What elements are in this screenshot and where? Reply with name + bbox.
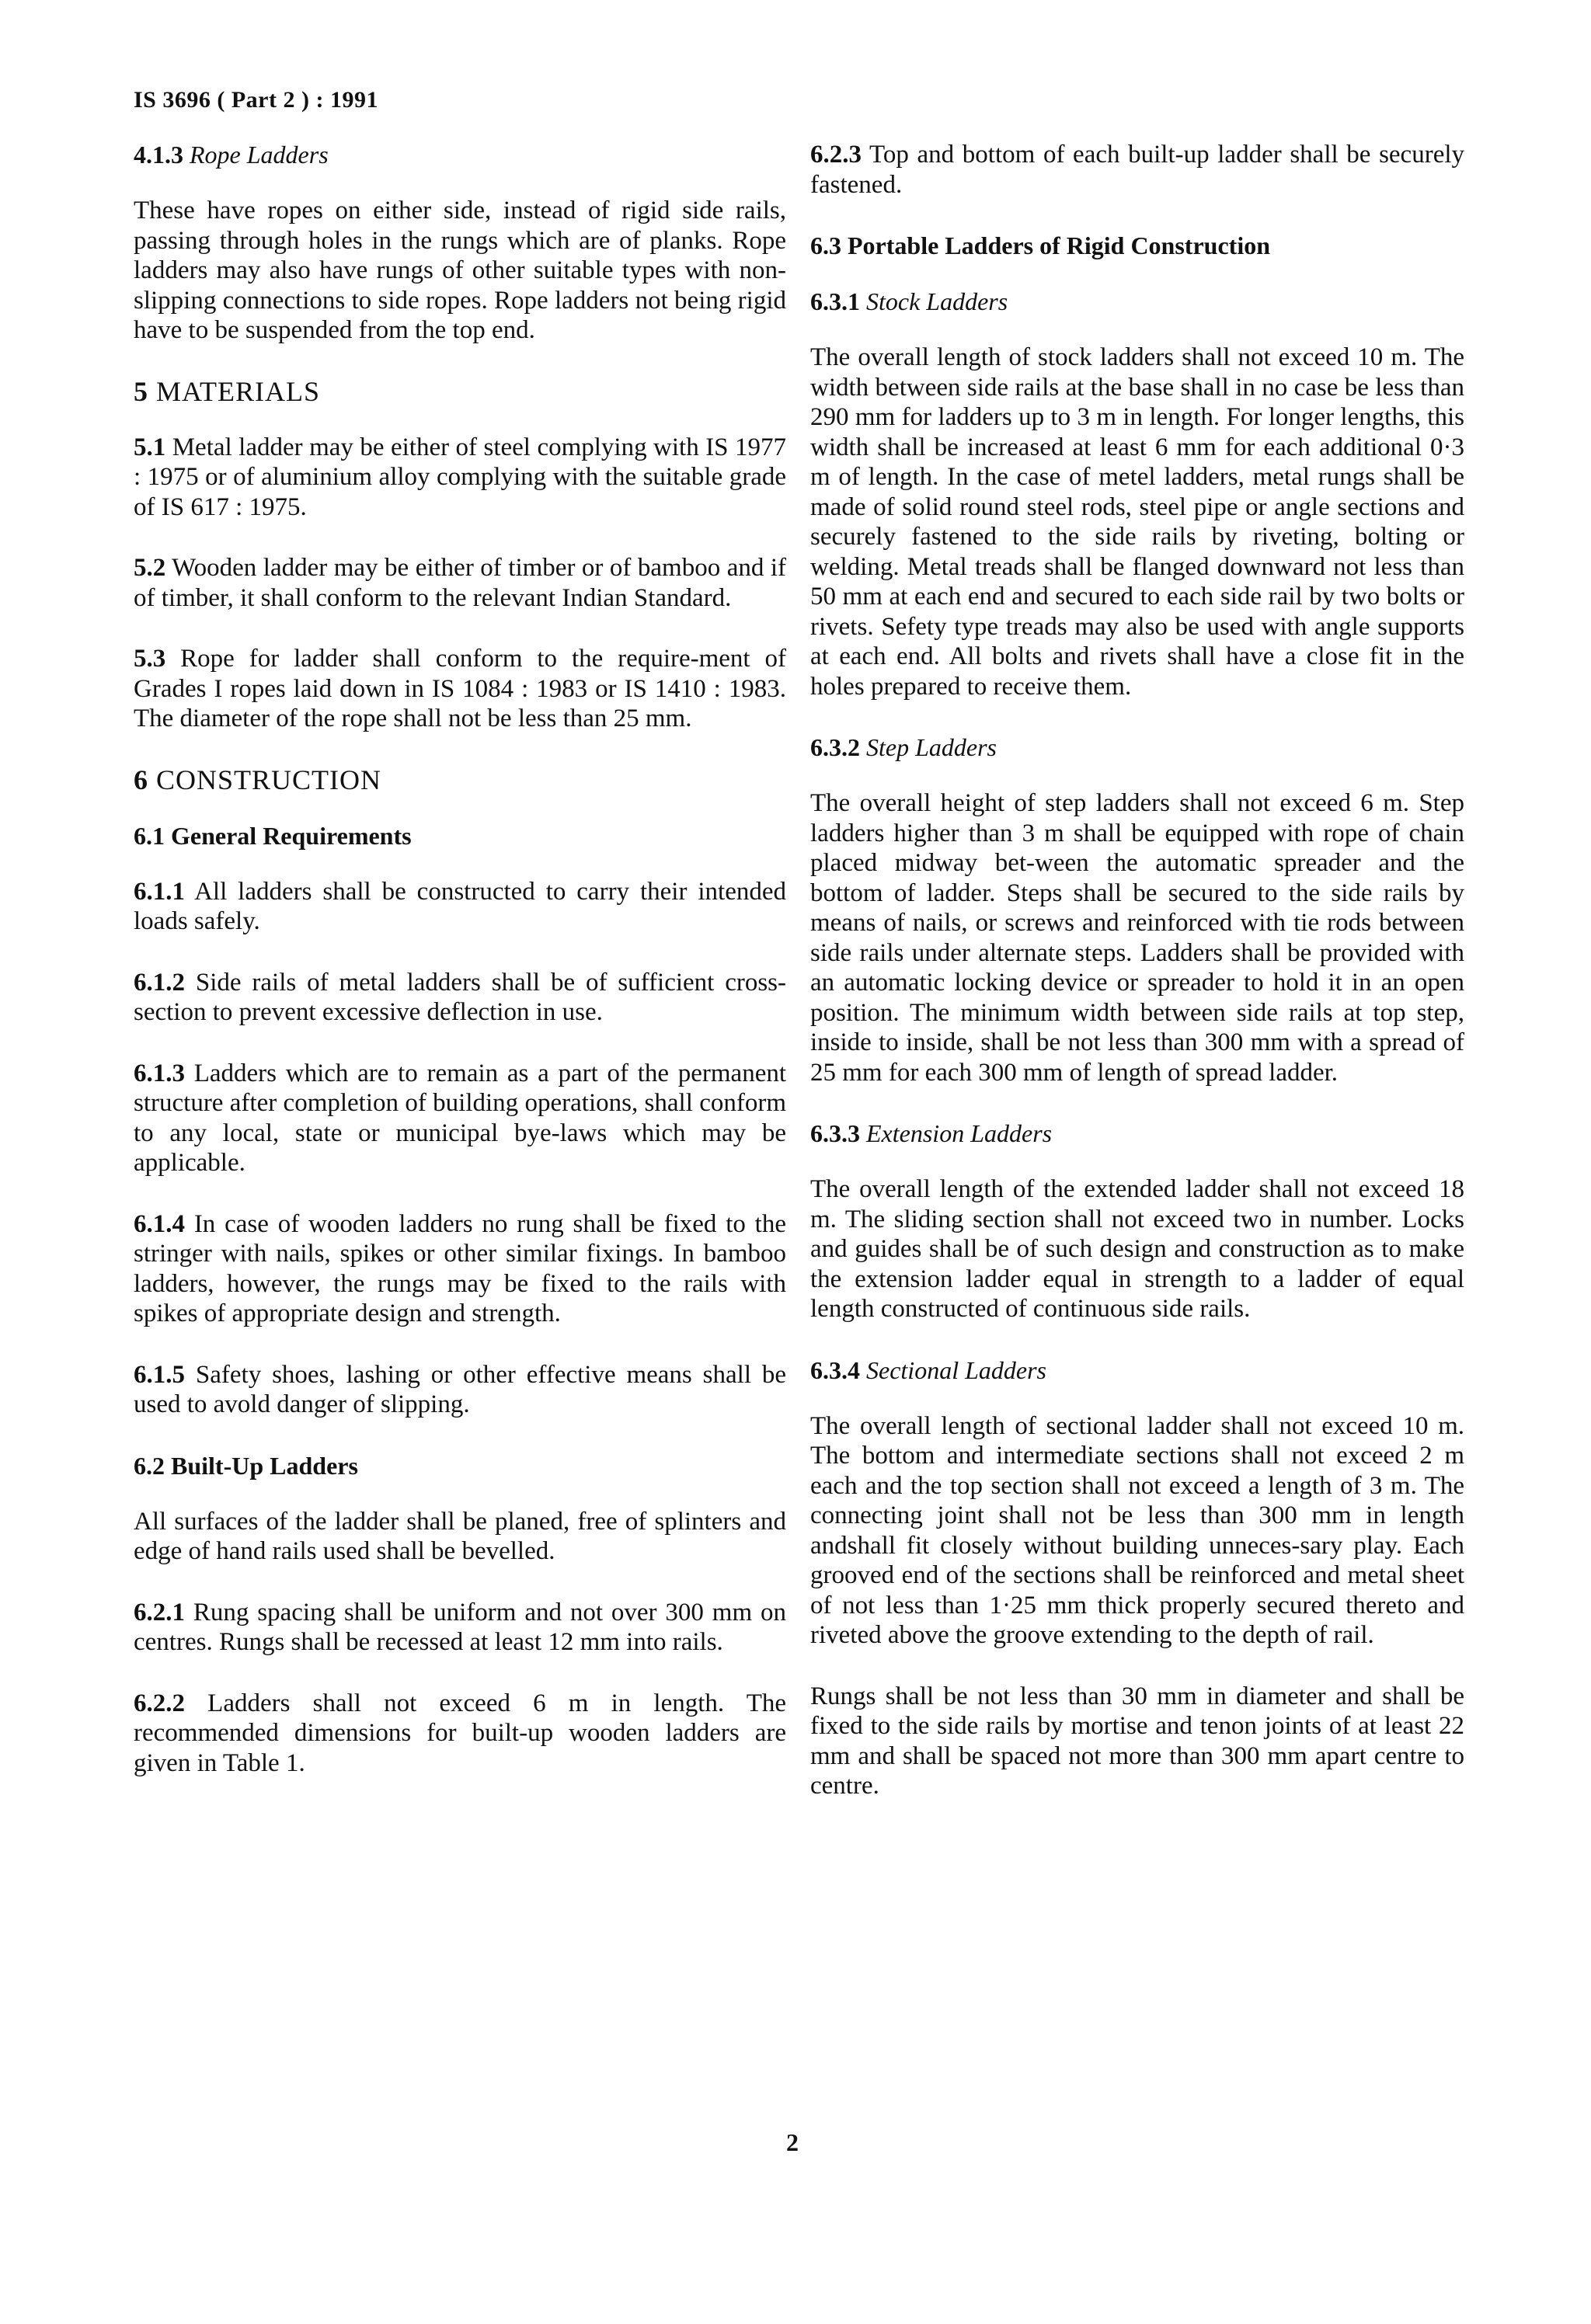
clause-number: 5.3 [134, 645, 166, 673]
paragraph [810, 788, 1464, 1087]
clause-number: 6.1.2 [134, 968, 185, 997]
paragraph [134, 1507, 786, 1567]
left-column [134, 140, 786, 1809]
section-number: 6.3.3 [810, 1119, 860, 1147]
paragraph [134, 196, 786, 346]
paragraph-text: All surfaces of the ladder shall be planed, free of splinters and edge of hand rails used shall be bevelled. [134, 1507, 786, 1565]
section-number: 6 [134, 764, 148, 795]
paragraph-text: The overall length of stock ladders shall not exceed 10 m. The width between side rails at the base shall in no case be less than 290 mm for ladders up to 3 m in length. For longer lengths, this width shall be increased at least 6 mm for each additional 0·3 m of length. In the case of metel ladders, metal rungs shall be made of solid round steel rods, steel pipe or angle sections and securely fastened to the side rails by riveting, bolting or welding. Metal treads shall be flanged downward not less than 50 mm at each end and secured to each side rail by two bolts or rivets. Sefety type treads may also be used with angle supports at each end. All bolts and rivets shall have a close fit in the holes prepared to receive them. [810, 343, 1464, 701]
paragraph-text: All ladders shall be constructed to carry their intended loads safely. [134, 877, 786, 935]
section-heading [810, 231, 1464, 260]
paragraph-text: Rung spacing shall be uniform and not over 300 mm on centres. Rungs shall be recessed at least 12 mm into rails. [134, 1598, 786, 1656]
section-number: 6.1 [134, 821, 165, 850]
paragraph [134, 877, 786, 937]
section-heading [134, 1451, 786, 1480]
section-number: 6.3.4 [810, 1355, 860, 1384]
paragraph-text: The overall length of the extended ladder shall not exceed 18 m. The sliding section shall not exceed two in number. Locks and guides shall be of such design and construction as to make the extension ladder equal in strength to a ladder of equal length constructed of continuous side rails. [810, 1175, 1464, 1323]
section-number: 6.3.1 [810, 287, 860, 315]
section-number: 5 [134, 375, 148, 407]
paragraph-text: Ladders shall not exceed 6 m in length. The recommended dimensions for built-up wooden ladders are given in Table 1. [134, 1689, 786, 1777]
clause-number: 6.1.4 [134, 1209, 185, 1238]
paragraph-text: Metal ladder may be either of steel complying with IS 1977 : 1975 or of aluminium alloy complying with the suitable grade of IS 617 : 1975. [134, 433, 786, 521]
clause-number: 5.1 [134, 433, 166, 461]
section-heading [810, 1355, 1464, 1385]
paragraph-text: These have ropes on either side, instead of rigid side rails, passing through holes in the rungs which are of planks. Rope ladders may also have rungs of other suitable types with non-slipping connections to side ropes. Rope ladders not being rigid have to be suspended from the top end. [134, 197, 786, 344]
section-title: Stock Ladders [866, 287, 1008, 315]
paragraph [134, 644, 786, 734]
section-heading [810, 732, 1464, 762]
section-heading [810, 1119, 1464, 1148]
paragraph [810, 1174, 1464, 1324]
clause-number: 5.2 [134, 554, 166, 582]
paragraph [134, 1598, 786, 1658]
paragraph [134, 1360, 786, 1420]
section-number: 6.3.2 [810, 733, 860, 761]
paragraph-text: Safety shoes, lashing or other effective means shall be used to avold danger of slipping. [134, 1360, 787, 1418]
paragraph-text: In case of wooden ladders no rung shall be fixed to the stringer with nails, spikes or other similar fixings. In bamboo ladders, however, the rungs may be fixed to the rails with spikes of appropriate design and strength. [134, 1209, 786, 1327]
paragraph-text: Rope for ladder shall conform to the require-ment of Grades I ropes laid down in IS 1084 : 1983 or IS 1410 : 1983. The diameter of the rope shall not be less than 25 mm. [134, 645, 786, 732]
paragraph [810, 1411, 1464, 1651]
section-heading [134, 821, 786, 851]
page-number: 2 [786, 2128, 799, 2156]
section-heading [810, 287, 1464, 316]
paragraph [134, 1209, 786, 1329]
section-title: Built-Up Ladders [171, 1451, 358, 1480]
section-title: General Requirements [171, 821, 412, 850]
paragraph [134, 1689, 786, 1779]
section-title: CONSTRUCTION [156, 764, 382, 795]
paragraph [134, 553, 786, 613]
section-heading [134, 765, 786, 795]
clause-number: 6.2.1 [134, 1598, 185, 1626]
paragraph [134, 968, 786, 1028]
clause-number: 6.2.2 [134, 1689, 185, 1717]
clause-number: 6.1.3 [134, 1059, 185, 1087]
section-heading [134, 377, 786, 406]
paragraph-text: Wooden ladder may be either of timber or of bamboo and if of timber, it shall conform to the relevant Indian Standard. [134, 554, 786, 612]
standard-header: IS 3696 ( Part 2 ) : 1991 [134, 87, 378, 113]
paragraph-text: Top and bottom of each built-up ladder shall be securely fastened. [810, 141, 1465, 199]
section-title: Step Ladders [866, 733, 997, 761]
section-title: Extension Ladders [866, 1119, 1053, 1147]
section-title: Rope Ladders [190, 141, 329, 169]
clause-number: 6.1.1 [134, 877, 185, 906]
section-number: 6.2 [134, 1451, 165, 1480]
paragraph [810, 343, 1464, 701]
section-number: 6.3 [810, 231, 841, 259]
paragraph-text: Ladders which are to remain as a part of the permanent structure after completion of building operations, shall conform to any local, state or municipal bye-laws which may be applicable. [134, 1059, 787, 1177]
paragraph [810, 1682, 1464, 1801]
paragraph-text: Side rails of metal ladders shall be of sufficient cross-section to prevent excessive deflection in use. [134, 968, 787, 1026]
section-number: 4.1.3 [134, 141, 183, 169]
section-title: Portable Ladders of Rigid Construction [848, 231, 1270, 259]
paragraph-text: The overall height of step ladders shall not exceed 6 m. Step ladders higher than 3 m shall be equipped with rope of chain placed midway bet-ween the automatic spreader and the bottom of ladder. Steps shall be secured to the side rails by means of nails, or screws and reinforced with tie rods between side rails under alternate steps. Ladders shall be provided with an automatic locking device or spreader to hold it in an open position. The minimum width between side rails at top step, inside to inside, shall be not less than 300 mm with a spread of 25 mm for each 300 mm of length of spread ladder. [810, 789, 1464, 1087]
paragraph-text: The overall length of sectional ladder shall not exceed 10 m. The bottom and intermediate sections shall not exceed 2 m each and the top section shall not exceed a length of 3 m. The connecting joint shall not be less than 300 mm in length andshall fit closely without building unneces-sary play. Each grooved end of the sections shall be reinforced and metal sheet of not less than 1·25 mm thick properly secured thereto and riveted above the groove extending to the depth of rail. [810, 1411, 1464, 1649]
section-heading [134, 140, 786, 169]
paragraph [810, 140, 1464, 200]
clause-number: 6.1.5 [134, 1360, 185, 1389]
section-title: MATERIALS [156, 375, 321, 407]
right-column [810, 140, 1464, 1832]
paragraph-text: Rungs shall be not less than 30 mm in diameter and shall be fixed to the side rails by mortise and tenon joints of at least 22 mm and shall be spaced not more than 300 mm apart centre to centre. [810, 1682, 1464, 1800]
paragraph [134, 1059, 786, 1178]
section-title: Sectional Ladders [866, 1355, 1046, 1384]
paragraph [134, 433, 786, 523]
clause-number: 6.2.3 [810, 141, 862, 169]
